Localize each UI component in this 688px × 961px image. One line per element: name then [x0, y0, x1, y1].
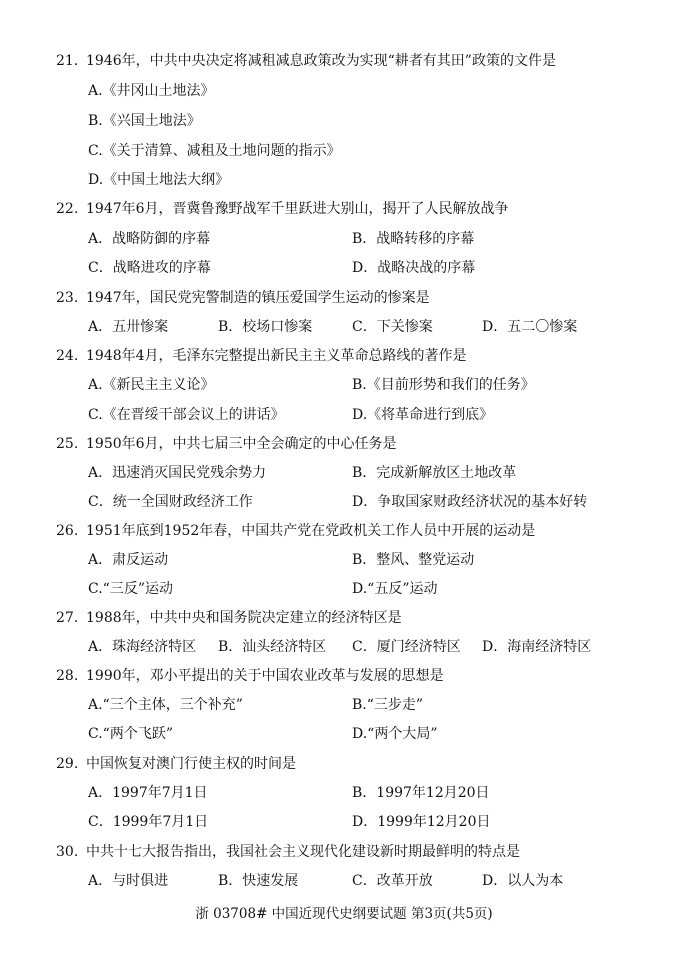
option-c: C.“三反”运动 [88, 581, 173, 597]
option-d: D.“五反”运动 [352, 581, 438, 597]
question-26 [56, 521, 656, 541]
option-c: C.《关于清算、减租及土地问题的指示》 [88, 143, 341, 159]
option-a: A．珠海经济特区 [88, 639, 197, 655]
question-stem: 1951年底到1952年春，中国共产党在党政机关工作人员中开展的运动是 [86, 523, 536, 539]
option-b: B．战略转移的序幕 [352, 231, 475, 247]
option-c: C.“两个飞跃” [88, 726, 173, 742]
option-d: D.《中国土地法大纲》 [88, 172, 230, 188]
option-d: D．1999年12月20日 [352, 814, 491, 830]
question-27 [56, 608, 656, 628]
question-stem: 1990年，邓小平提出的关于中国农业改革与发展的思想是 [86, 668, 444, 684]
option-d: D.《将革命进行到底》 [352, 407, 494, 423]
question-21 [56, 51, 656, 71]
option-b: B．整风、整党运动 [352, 552, 475, 568]
option-a: A.《新民主主义论》 [88, 377, 215, 393]
option-a: A.“三个主体，三个补充” [88, 697, 243, 713]
option-d: D．海南经济特区 [482, 639, 592, 655]
option-a: A．战略防御的序幕 [88, 231, 211, 247]
option-b: B．快速发展 [218, 873, 299, 889]
option-a: A．迅速消灭国民党残余势力 [88, 465, 267, 481]
option-c: C.《在晋绥干部会议上的讲话》 [88, 407, 285, 423]
question-number: 26. [56, 523, 79, 539]
option-c: C．统一全国财政经济工作 [88, 494, 253, 510]
option-b: B．汕头经济特区 [218, 639, 327, 655]
option-c: C．厦门经济特区 [352, 639, 461, 655]
question-number: 28. [56, 668, 79, 684]
option-c: C．1999年7月1日 [88, 814, 209, 830]
option-a: A．1997年7月1日 [88, 785, 208, 801]
option-b: B．校场口惨案 [218, 319, 313, 335]
question-stem: 1988年，中共中央和国务院决定建立的经济特区是 [86, 610, 402, 626]
option-d: D．以人为本 [482, 873, 564, 889]
question-number: 21. [56, 53, 79, 69]
option-a: A.《井冈山土地法》 [88, 83, 215, 99]
option-d: D．战略决战的序幕 [352, 260, 476, 276]
question-number: 29. [56, 756, 79, 772]
option-c: C．改革开放 [352, 873, 433, 889]
option-a: A．与时俱进 [88, 873, 169, 889]
question-number: 24. [56, 348, 79, 364]
question-29 [56, 754, 656, 774]
question-number: 23. [56, 290, 79, 306]
question-stem: 中国恢复对澳门行使主权的时间是 [86, 756, 296, 772]
page-footer: 浙 03708# 中国近现代史纲要试题 第3页(共5页) [195, 906, 493, 922]
option-a: A．肃反运动 [88, 552, 169, 568]
question-24 [56, 346, 656, 366]
question-number: 30. [56, 844, 79, 860]
question-number: 22. [56, 201, 79, 217]
question-stem: 中共十七大报告指出，我国社会主义现代化建设新时期最鲜明的特点是 [86, 844, 520, 860]
question-30 [56, 842, 656, 862]
option-b: B.“三步走” [352, 697, 424, 713]
question-28 [56, 666, 656, 686]
option-b: B.《兴国土地法》 [88, 113, 201, 129]
option-d: D．争取国家财政经济状况的基本好转 [352, 494, 588, 510]
option-c: C．下关惨案 [352, 319, 433, 335]
question-stem: 1947年，国民党宪警制造的镇压爱国学生运动的惨案是 [86, 290, 430, 306]
question-22 [56, 199, 656, 219]
option-d: D．五二〇惨案 [482, 319, 578, 335]
option-b: B．完成新解放区土地改革 [352, 465, 517, 481]
question-stem: 1946年，中共中央决定将减租减息政策改为实现“耕者有其田”政策的文件是 [86, 53, 556, 69]
question-23 [56, 288, 656, 308]
question-number: 27. [56, 610, 79, 626]
option-d: D.“两个大局” [352, 726, 438, 742]
question-stem: 1948年4月，毛泽东完整提出新民主主义革命总路线的著作是 [86, 348, 467, 364]
option-c: C．战略进攻的序幕 [88, 260, 211, 276]
question-stem: 1950年6月，中共七届三中全会确定的中心任务是 [86, 436, 397, 452]
option-b: B.《目前形势和我们的任务》 [352, 377, 535, 393]
question-number: 25. [56, 436, 79, 452]
option-a: A．五卅惨案 [88, 319, 169, 335]
option-b: B．1997年12月20日 [352, 785, 490, 801]
question-stem: 1947年6月，晋冀鲁豫野战军千里跃进大别山，揭开了人民解放战争 [86, 201, 509, 217]
question-25 [56, 434, 656, 454]
